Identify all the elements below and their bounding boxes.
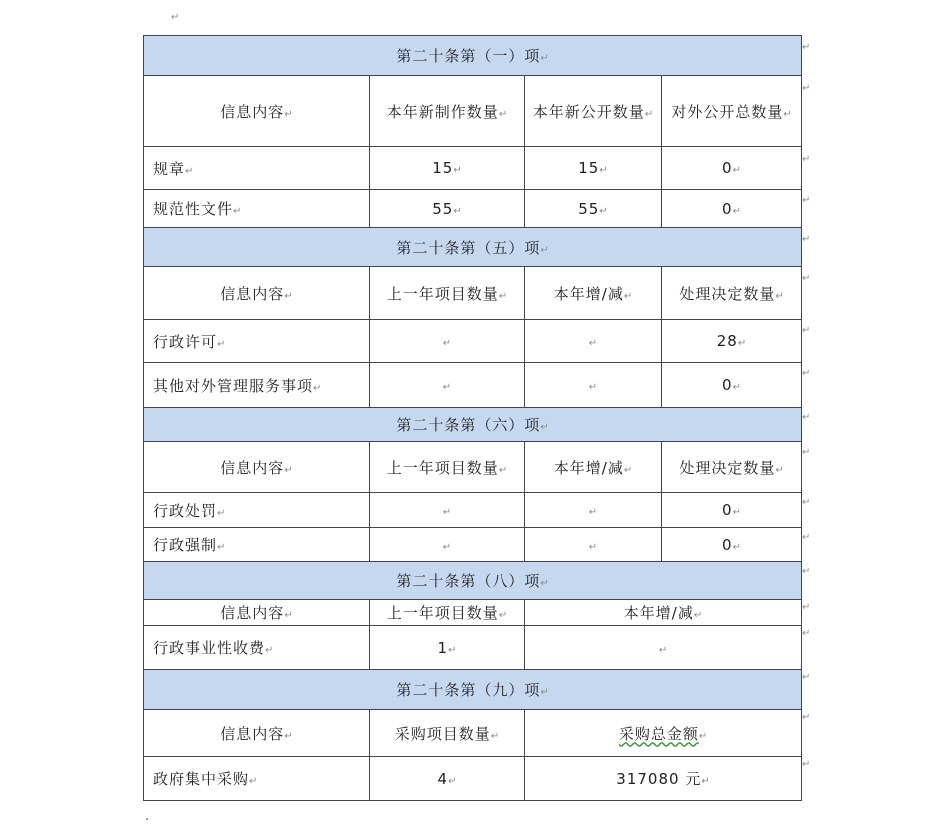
table-row: 政府集中采购↵ 4↵ 317080 元↵ bbox=[144, 757, 802, 801]
row-end-mark: ↵ bbox=[802, 672, 811, 683]
section-title-cell: 第二十条第（五）项↵ bbox=[144, 228, 802, 267]
disclosure-table bbox=[143, 35, 802, 801]
row-end-mark: ↵ bbox=[802, 497, 811, 508]
table-row: 规范性文件↵ 55↵ 55↵ 0↵ bbox=[144, 190, 802, 228]
row-end-mark: ↵ bbox=[802, 628, 811, 639]
table-row: 行政强制↵ ↵ ↵ 0↵ bbox=[144, 528, 802, 562]
section-header-row bbox=[144, 670, 802, 710]
row-end-mark: ↵ bbox=[802, 759, 811, 770]
column-header-row: 信息内容↵ 采购项目数量↵ 采购总金额↵ bbox=[144, 710, 802, 757]
table-row: 行政许可↵ ↵ ↵ 28↵ bbox=[144, 320, 802, 363]
row-end-mark: ↵ bbox=[802, 154, 811, 165]
table-row: 规章↵ 15↵ 15↵ 0↵ bbox=[144, 147, 802, 190]
row-end-mark: ↵ bbox=[802, 42, 811, 53]
row-end-mark: ↵ bbox=[802, 368, 811, 379]
section-header-row bbox=[144, 36, 802, 76]
column-header-row: 信息内容↵ 上一年项目数量↵ 本年增/减↵ 处理决定数量↵ bbox=[144, 442, 802, 493]
table-row: 行政事业性收费↵ 1↵ ↵ bbox=[144, 626, 802, 670]
column-header-row: 信息内容↵ 上一年项目数量↵ 本年增/减↵ bbox=[144, 600, 802, 626]
row-end-mark: ↵ bbox=[802, 447, 811, 458]
row-end-mark: ↵ bbox=[802, 325, 811, 336]
row-end-mark: ↵ bbox=[802, 83, 811, 94]
row-end-mark: ↵ bbox=[802, 412, 811, 423]
section-header-row bbox=[144, 562, 802, 600]
table-row: 行政处罚↵ ↵ ↵ 0↵ bbox=[144, 493, 802, 528]
row-end-mark: ↵ bbox=[802, 712, 811, 723]
page-dot bbox=[146, 818, 148, 820]
row-end-mark: ↵ bbox=[802, 195, 811, 206]
column-header-row: 信息内容↵ 上一年项目数量↵ 本年增/减↵ 处理决定数量↵ bbox=[144, 267, 802, 320]
row-end-mark: ↵ bbox=[802, 602, 811, 613]
section-title-cell: 第二十条第（九）项↵ bbox=[144, 670, 802, 710]
paragraph-mark: ↵ bbox=[171, 12, 180, 23]
section-title-cell: 第二十条第（六）项↵ bbox=[144, 408, 802, 442]
column-header-row: 信息内容↵ 本年新制作数量↵ 本年新公开数量↵ 对外公开总数量↵ bbox=[144, 76, 802, 147]
row-end-mark: ↵ bbox=[802, 273, 811, 284]
table-row: 其他对外管理服务事项↵ ↵ ↵ 0↵ bbox=[144, 363, 802, 408]
section-title-cell: 第二十条第（一）项↵ bbox=[144, 36, 802, 76]
row-end-mark: ↵ bbox=[802, 532, 811, 543]
row-end-mark: ↵ bbox=[802, 566, 811, 577]
section-header-row bbox=[144, 408, 802, 442]
section-title-cell: 第二十条第（八）项↵ bbox=[144, 562, 802, 600]
row-end-mark: ↵ bbox=[802, 234, 811, 245]
section-header-row bbox=[144, 228, 802, 267]
